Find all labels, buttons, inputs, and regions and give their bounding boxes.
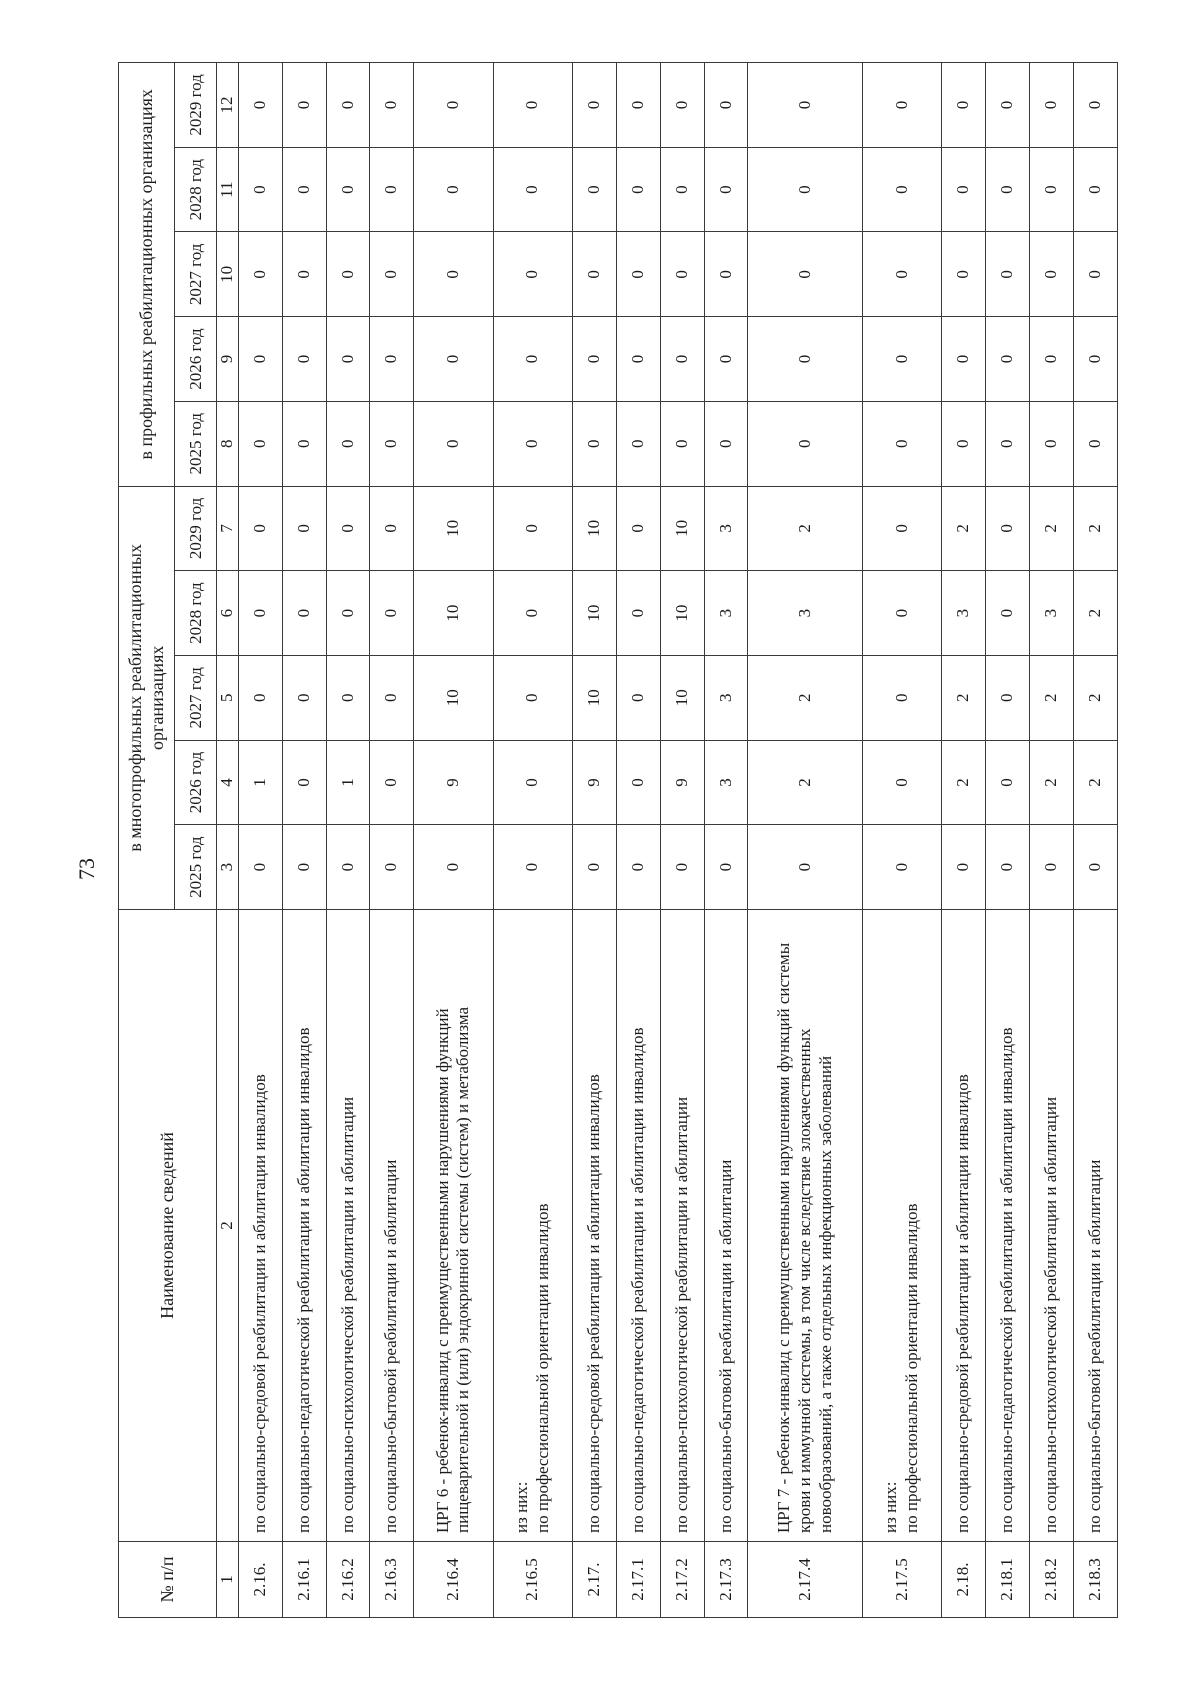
value-cell: 10	[414, 486, 493, 571]
table-row	[863, 63, 942, 1618]
row-name: ЦРГ 6 - ребенок-инвалид с преимущественными нарушениями функций пищеварительной и (или) эндокринной системы (систем) и метаболизма	[432, 1006, 473, 1533]
value-cell: 0	[986, 571, 1030, 656]
column-index: 11	[217, 147, 239, 232]
value-cell: 0	[863, 825, 942, 910]
value-cell: 10	[572, 486, 616, 571]
value-cell: 2	[942, 486, 986, 571]
value-cell: 0	[986, 63, 1030, 148]
table-row	[616, 63, 660, 1618]
value-cell: 0	[572, 232, 616, 317]
value-cell: 9	[660, 740, 704, 825]
value-cell: 0	[238, 655, 282, 740]
column-index: 4	[217, 740, 239, 825]
value-cell: 0	[942, 63, 986, 148]
value-cell: 0	[493, 317, 572, 402]
header-year: 2026 год	[175, 740, 217, 825]
value-cell: 9	[414, 740, 493, 825]
value-cell: 0	[572, 825, 616, 910]
table-row	[1073, 63, 1117, 1618]
value-cell: 0	[863, 486, 942, 571]
value-cell: 1	[238, 740, 282, 825]
column-index: 2	[217, 910, 239, 1542]
value-cell: 0	[616, 571, 660, 656]
header-year: 2027 год	[175, 232, 217, 317]
row-number: 2.17.	[572, 1542, 616, 1618]
value-cell: 0	[660, 63, 704, 148]
value-cell: 0	[238, 147, 282, 232]
value-cell: 10	[660, 486, 704, 571]
value-cell: 0	[616, 147, 660, 232]
table-row	[704, 63, 748, 1618]
value-cell: 2	[942, 655, 986, 740]
header-group-profile: в профильных реабилитационных организациях	[119, 63, 175, 487]
row-name: по социально-психологической реабилитации и абилитации	[337, 1096, 357, 1533]
value-cell: 0	[704, 63, 748, 148]
value-cell: 0	[282, 317, 326, 402]
value-cell: 0	[986, 147, 1030, 232]
row-prefix: из них:	[881, 1481, 901, 1533]
row-number: 2.18.1	[986, 1542, 1030, 1618]
value-cell: 0	[616, 825, 660, 910]
row-name: по социально-бытовой реабилитации и абилитации	[381, 1159, 401, 1533]
value-cell: 0	[370, 317, 414, 402]
header-year: 2028 год	[175, 147, 217, 232]
value-cell: 0	[863, 232, 942, 317]
value-cell: 0	[986, 825, 1030, 910]
row-number: 2.16.1	[282, 1542, 326, 1618]
value-cell: 0	[370, 825, 414, 910]
row-number: 2.17.1	[616, 1542, 660, 1618]
table-row	[282, 63, 326, 1618]
value-cell: 2	[1073, 740, 1117, 825]
value-cell: 0	[326, 655, 370, 740]
table-row	[326, 63, 370, 1618]
value-cell: 0	[616, 740, 660, 825]
value-cell: 0	[414, 401, 493, 486]
value-cell: 9	[572, 740, 616, 825]
value-cell: 0	[370, 232, 414, 317]
value-cell: 0	[616, 63, 660, 148]
value-cell: 0	[704, 317, 748, 402]
row-name-cell	[616, 910, 660, 1542]
row-name-cell	[493, 910, 572, 1542]
table-row	[370, 63, 414, 1618]
value-cell: 0	[326, 317, 370, 402]
column-index: 3	[217, 825, 239, 910]
value-cell: 0	[282, 825, 326, 910]
table-row	[414, 63, 493, 1618]
value-cell: 0	[748, 147, 863, 232]
value-cell: 0	[748, 63, 863, 148]
row-number: 2.16.	[238, 1542, 282, 1618]
value-cell: 2	[1073, 655, 1117, 740]
value-cell: 0	[326, 147, 370, 232]
value-cell: 0	[1073, 401, 1117, 486]
page-number: 73	[74, 858, 99, 880]
value-cell: 0	[986, 317, 1030, 402]
value-cell: 0	[863, 63, 942, 148]
value-cell: 0	[863, 571, 942, 656]
value-cell: 0	[493, 825, 572, 910]
value-cell: 2	[748, 740, 863, 825]
row-name-cell	[660, 910, 704, 1542]
row-name-cell	[748, 910, 863, 1542]
row-name-cell	[370, 910, 414, 1542]
value-cell: 0	[704, 147, 748, 232]
table-row	[493, 63, 572, 1618]
row-name: по социально-бытовой реабилитации и абилитации	[715, 1159, 735, 1533]
value-cell: 1	[326, 740, 370, 825]
value-cell: 3	[704, 655, 748, 740]
header-year: 2029 год	[175, 486, 217, 571]
value-cell: 2	[1073, 486, 1117, 571]
value-cell: 0	[1030, 63, 1074, 148]
value-cell: 0	[282, 740, 326, 825]
row-prefix: из них:	[511, 1481, 531, 1533]
value-cell: 0	[942, 232, 986, 317]
value-cell: 0	[493, 571, 572, 656]
row-name: по профессиональной ориентации инвалидов	[532, 1203, 552, 1533]
data-table	[118, 62, 1118, 1618]
column-index: 1	[217, 1542, 239, 1618]
value-cell: 0	[1030, 401, 1074, 486]
value-cell: 0	[1030, 825, 1074, 910]
row-number: 2.17.5	[863, 1542, 942, 1618]
row-name: ЦРГ 7 - ребенок-инвалид с преимущественными нарушениями функций системы крови и иммунной системы, в том числе вследствие злокачественных новообразований, а также отдельных инфекционных заболеваний	[774, 942, 835, 1533]
row-name: по социально-педагогической реабилитации и абилитации инвалидов	[627, 1027, 647, 1533]
row-name: по социально-бытовой реабилитации и абилитации	[1085, 1159, 1105, 1533]
row-number: 2.17.2	[660, 1542, 704, 1618]
value-cell: 0	[748, 401, 863, 486]
header-year: 2027 год	[175, 655, 217, 740]
header-year: 2025 год	[175, 825, 217, 910]
table-row	[238, 63, 282, 1618]
value-cell: 0	[493, 63, 572, 148]
value-cell: 2	[748, 486, 863, 571]
row-name-cell	[238, 910, 282, 1542]
value-cell: 0	[616, 401, 660, 486]
value-cell: 0	[282, 63, 326, 148]
value-cell: 0	[493, 655, 572, 740]
value-cell: 0	[326, 825, 370, 910]
value-cell: 0	[942, 825, 986, 910]
value-cell: 0	[863, 740, 942, 825]
value-cell: 0	[414, 63, 493, 148]
value-cell: 0	[238, 232, 282, 317]
value-cell: 0	[282, 232, 326, 317]
value-cell: 0	[238, 401, 282, 486]
row-number: 2.16.3	[370, 1542, 414, 1618]
value-cell: 10	[660, 655, 704, 740]
header-group-multiprofile: в многопрофильных реабилитационных организациях	[119, 486, 175, 909]
value-cell: 0	[748, 317, 863, 402]
row-name-cell	[1073, 910, 1117, 1542]
value-cell: 0	[660, 825, 704, 910]
value-cell: 0	[1030, 147, 1074, 232]
value-cell: 3	[942, 571, 986, 656]
value-cell: 0	[660, 401, 704, 486]
value-cell: 0	[863, 317, 942, 402]
value-cell: 0	[238, 571, 282, 656]
value-cell: 0	[1073, 147, 1117, 232]
value-cell: 0	[748, 825, 863, 910]
value-cell: 2	[1030, 655, 1074, 740]
row-name: по социально-педагогической реабилитации и абилитации инвалидов	[293, 1027, 313, 1533]
column-index: 8	[217, 401, 239, 486]
value-cell: 0	[1073, 317, 1117, 402]
row-number: 2.16.4	[414, 1542, 493, 1618]
value-cell: 0	[660, 232, 704, 317]
row-number: 2.16.2	[326, 1542, 370, 1618]
table-row	[660, 63, 704, 1618]
value-cell: 0	[660, 147, 704, 232]
row-number: 2.17.3	[704, 1542, 748, 1618]
row-name-cell	[942, 910, 986, 1542]
value-cell: 0	[1073, 232, 1117, 317]
value-cell: 0	[326, 63, 370, 148]
header-year: 2026 год	[175, 317, 217, 402]
value-cell: 0	[660, 317, 704, 402]
value-cell: 0	[704, 401, 748, 486]
value-cell: 0	[238, 63, 282, 148]
value-cell: 0	[370, 147, 414, 232]
row-name-cell	[282, 910, 326, 1542]
row-name: по социально-средовой реабилитации и абилитации инвалидов	[249, 1074, 269, 1533]
column-index: 6	[217, 571, 239, 656]
column-index: 10	[217, 232, 239, 317]
value-cell: 3	[748, 571, 863, 656]
value-cell: 0	[616, 317, 660, 402]
value-cell: 0	[704, 232, 748, 317]
value-cell: 0	[1073, 63, 1117, 148]
column-index: 7	[217, 486, 239, 571]
value-cell: 2	[942, 740, 986, 825]
value-cell: 0	[1030, 317, 1074, 402]
value-cell: 0	[572, 147, 616, 232]
value-cell: 2	[1073, 571, 1117, 656]
value-cell: 10	[572, 571, 616, 656]
value-cell: 10	[414, 571, 493, 656]
value-cell: 0	[370, 401, 414, 486]
value-cell: 0	[414, 147, 493, 232]
table-row	[942, 63, 986, 1618]
value-cell: 0	[986, 486, 1030, 571]
value-cell: 0	[326, 571, 370, 656]
table-row	[572, 63, 616, 1618]
row-name: по социально-средовой реабилитации и абилитации инвалидов	[583, 1074, 603, 1533]
header-num: № п/п	[119, 1542, 217, 1618]
value-cell: 2	[1030, 740, 1074, 825]
value-cell: 3	[704, 486, 748, 571]
value-cell: 0	[493, 740, 572, 825]
value-cell: 0	[986, 740, 1030, 825]
row-name: по социально-психологической реабилитации и абилитации	[1041, 1096, 1061, 1533]
row-name-cell	[414, 910, 493, 1542]
header-year: 2029 год	[175, 63, 217, 148]
header-year: 2028 год	[175, 571, 217, 656]
value-cell: 2	[1030, 486, 1074, 571]
row-number: 2.16.5	[493, 1542, 572, 1618]
value-cell: 0	[748, 232, 863, 317]
value-cell: 0	[863, 401, 942, 486]
column-index: 9	[217, 317, 239, 402]
value-cell: 10	[660, 571, 704, 656]
value-cell: 2	[748, 655, 863, 740]
value-cell: 0	[282, 486, 326, 571]
table-row	[748, 63, 863, 1618]
value-cell: 0	[572, 401, 616, 486]
value-cell: 10	[414, 655, 493, 740]
table-row	[1030, 63, 1074, 1618]
value-cell: 0	[493, 232, 572, 317]
value-cell: 0	[282, 401, 326, 486]
value-cell: 0	[986, 232, 1030, 317]
value-cell: 0	[704, 825, 748, 910]
row-name-cell	[1030, 910, 1074, 1542]
row-number: 2.17.4	[748, 1542, 863, 1618]
value-cell: 0	[414, 317, 493, 402]
value-cell: 0	[986, 401, 1030, 486]
row-name: по социально-психологической реабилитации и абилитации	[671, 1096, 691, 1533]
value-cell: 0	[326, 232, 370, 317]
value-cell: 0	[572, 317, 616, 402]
value-cell: 0	[238, 825, 282, 910]
value-cell: 0	[863, 147, 942, 232]
header-name: Наименование сведений	[119, 910, 217, 1542]
value-cell: 0	[616, 232, 660, 317]
value-cell: 0	[370, 740, 414, 825]
table-row	[986, 63, 1030, 1618]
value-cell: 0	[370, 571, 414, 656]
value-cell: 0	[1030, 232, 1074, 317]
value-cell: 0	[616, 486, 660, 571]
row-name: по профессиональной ориентации инвалидов	[902, 1203, 922, 1533]
value-cell: 0	[942, 147, 986, 232]
rotated-table-container	[118, 63, 1118, 1618]
value-cell: 0	[326, 486, 370, 571]
value-cell: 0	[942, 317, 986, 402]
row-name-cell	[704, 910, 748, 1542]
column-index: 12	[217, 63, 239, 148]
value-cell: 0	[493, 147, 572, 232]
row-number: 2.18.2	[1030, 1542, 1074, 1618]
row-number: 2.18.3	[1073, 1542, 1117, 1618]
value-cell: 3	[704, 571, 748, 656]
row-name-cell	[986, 910, 1030, 1542]
value-cell: 0	[1073, 825, 1117, 910]
row-number: 2.18.	[942, 1542, 986, 1618]
value-cell: 0	[238, 317, 282, 402]
value-cell: 0	[493, 486, 572, 571]
value-cell: 0	[414, 232, 493, 317]
row-name-cell	[572, 910, 616, 1542]
value-cell: 3	[704, 740, 748, 825]
header-year: 2025 год	[175, 401, 217, 486]
value-cell: 0	[572, 63, 616, 148]
value-cell: 0	[238, 486, 282, 571]
row-name: по социально-средовой реабилитации и абилитации инвалидов	[953, 1074, 973, 1533]
value-cell: 0	[942, 401, 986, 486]
value-cell: 0	[370, 655, 414, 740]
value-cell: 0	[863, 655, 942, 740]
value-cell: 3	[1030, 571, 1074, 656]
value-cell: 0	[414, 825, 493, 910]
value-cell: 0	[282, 655, 326, 740]
column-index: 5	[217, 655, 239, 740]
value-cell: 10	[572, 655, 616, 740]
row-name: по социально-педагогической реабилитации и абилитации инвалидов	[997, 1027, 1017, 1533]
value-cell: 0	[616, 655, 660, 740]
row-name-cell	[326, 910, 370, 1542]
value-cell: 0	[282, 147, 326, 232]
value-cell: 0	[326, 401, 370, 486]
value-cell: 0	[282, 571, 326, 656]
value-cell: 0	[370, 63, 414, 148]
row-name-cell	[863, 910, 942, 1542]
value-cell: 0	[493, 401, 572, 486]
value-cell: 0	[370, 486, 414, 571]
value-cell: 0	[986, 655, 1030, 740]
